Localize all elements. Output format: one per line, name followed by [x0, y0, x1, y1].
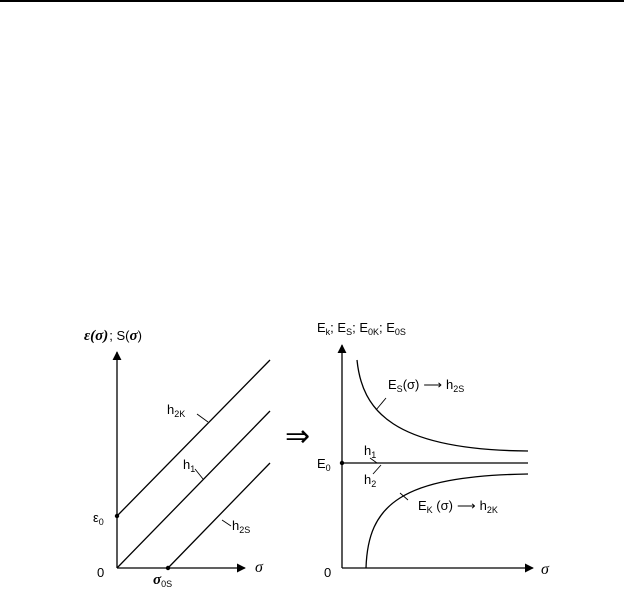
curve-es: [357, 360, 528, 451]
h2k-leader: [197, 414, 208, 422]
right-x-axis-label: σ: [541, 561, 549, 578]
h2-right-label: h2: [364, 472, 377, 489]
right-y-axis-label: Ek; ES; E0K; E0S: [317, 320, 406, 337]
ek-label: EK (σ) ⟶ h2K: [418, 498, 498, 515]
left-panel: [84, 328, 270, 589]
line-h2k: [117, 360, 270, 516]
line-h2s: [168, 463, 270, 568]
right-origin-label: 0: [324, 565, 332, 580]
h2s-leader: [222, 520, 231, 526]
h2s-label: h2S: [232, 518, 251, 535]
es-label: ES(σ) ⟶ h2S: [388, 377, 465, 394]
line-h1: [117, 411, 270, 568]
h2k-label: h2K: [167, 402, 186, 419]
curve-ek: [366, 474, 528, 568]
h1-label: h1: [183, 457, 196, 474]
h1-right-label: h1: [364, 443, 377, 460]
implies-arrow: ⇒: [285, 419, 311, 454]
h1-leader: [195, 469, 203, 479]
h2-right-leader: [373, 465, 381, 474]
epsilon0-label: ε0: [93, 510, 104, 527]
e0-label: E0: [317, 456, 331, 473]
left-y-axis-label: ε(σ); S(σ): [84, 328, 142, 344]
sigma0s-label: σ0S: [153, 572, 173, 589]
right-panel: [317, 320, 550, 580]
left-origin-label: 0: [97, 565, 105, 580]
left-x-axis-label: σ: [255, 559, 263, 576]
epsilon-symbol: ε(σ): [84, 328, 109, 344]
es-leader: [376, 398, 386, 410]
